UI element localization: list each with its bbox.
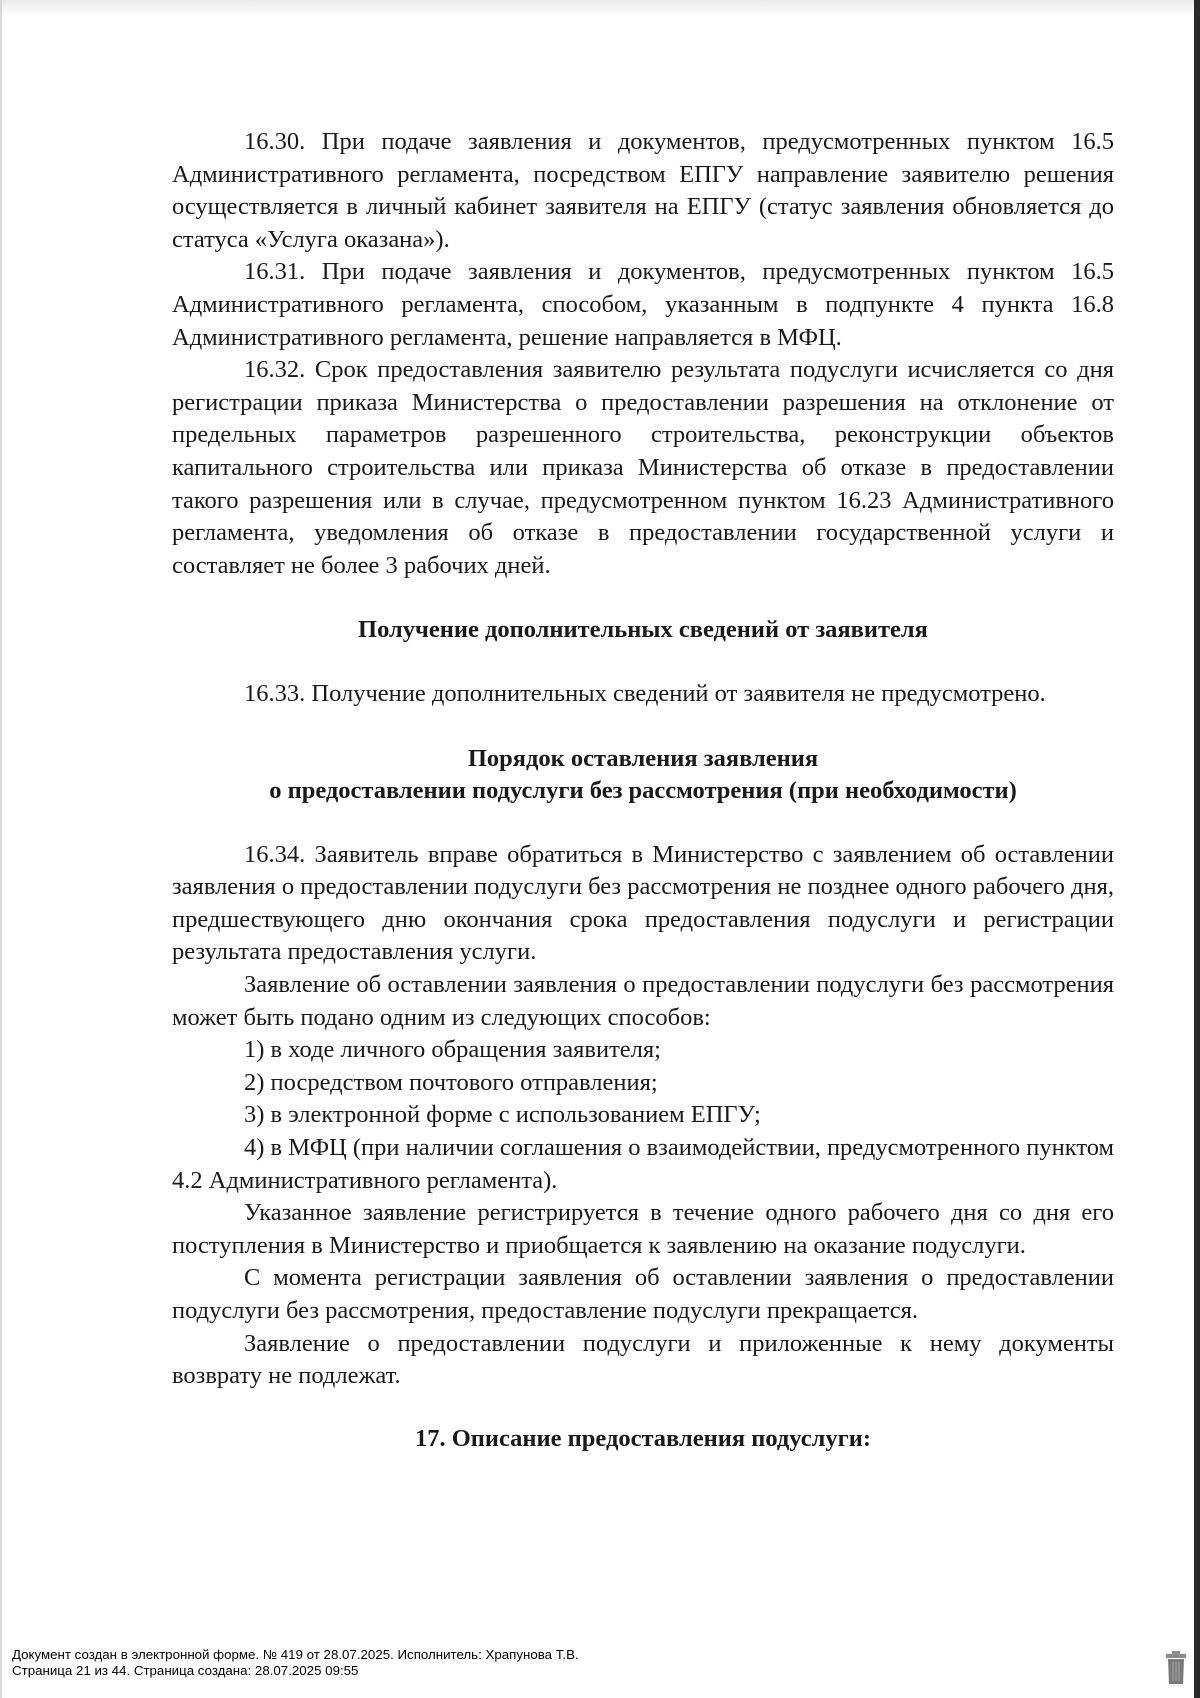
paragraph-16-31: 16.31. При подаче заявления и документов, предусмотренных пунктом 16.5 Административного регламента, способом, указанным в подпункте 4 пункта 16.8 Административного регламента, решение направляется в МФЦ. [172,258,1114,351]
paragraph-termination: С момента регистрации заявления об оставлении заявления о предоставлении подуслуги без рассмотрения, предоставление подуслуги прекращается. [172,1264,1114,1324]
document-footer [12,1647,579,1679]
paragraph-16-34: 16.34. Заявитель вправе обратиться в Министерство с заявлением об оставлении заявления о предоставлении подуслуги без рассмотрения не позднее одного рабочего дня, предшествующего дню окончания срока предоставления подуслуги и регистрации результата предоставления услуги. [172,840,1114,966]
footer-line-1: Документ создан в электронной форме. № 419 от 28.07.2025. Исполнитель: Храпунова Т.В. [12,1647,579,1662]
list-item-4: 4) в МФЦ (при наличии соглашения о взаимодействии, предусмотренного пунктом 4.2 Административного регламента). [172,1134,1115,1194]
scan-edge-right [1194,0,1200,1698]
heading-additional-info: Получение дополнительных сведений от заявителя [358,616,928,644]
list-item-3: 3) в электронной форме с использованием ЕПГУ; [244,1101,761,1129]
paragraph-no-return: Заявление о предоставлении подуслуги и приложенные к нему документы возврату не подлежат. [172,1329,1114,1390]
paragraph-16-32: 16.32. Срок предоставления заявителю результата подуслуги исчисляется со дня регистрации приказа Министерства о предоставлении разрешения на отклонение от предельных параметров разрешенного строительства, реконструкции объектов капитального строительства или приказа Министерства об отказе в предоставлении такого разрешения или в случае, предусмотренном пунктом 16.23 Административного регламента, уведомления об отказе в предоставлении государственной услуги и составляет не более 3 рабочих дней. [172,356,1114,579]
paragraph-registration: Указанное заявление регистрируется в течение одного рабочего дня со дня его поступления в Министерство и приобщается к заявлению на оказание подуслуги. [172,1199,1114,1259]
scan-edge-left [0,0,2,1698]
heading-withdrawal-line-2: о предоставлении подуслуги без рассмотрения (при необходимости) [269,777,1017,805]
heading-withdrawal-line-1: Порядок оставления заявления [467,744,819,772]
paragraph-16-33: 16.33. Получение дополнительных сведений от заявителя не предусмотрено. [244,679,1046,707]
document-page [172,126,1114,1455]
heading-withdrawal-order [172,743,1114,808]
paragraph-16-30: 16.30. При подаче заявления и документов, предусмотренных пунктом 16.5 Административного регламента, посредством ЕПГУ направление заявителю решения осуществляется в личный кабинет заявителя на ЕПГУ (статус заявления обновляется до статуса «Услуга оказана»). [172,128,1114,253]
heading-section-17: 17. Описание предоставления подуслуги: [414,1424,872,1452]
trash-bin-icon [1165,1651,1187,1685]
list-item-1: 1) в ходе личного обращения заявителя; [244,1036,661,1064]
scan-edge-top [0,0,1200,16]
footer-line-2: Страница 21 из 44. Страница создана: 28.07.2025 09:55 [12,1663,359,1678]
list-item-2: 2) посредством почтового отправления; [244,1068,658,1096]
paragraph-submission-methods: Заявление об оставлении заявления о предоставлении подуслуги без рассмотрения может быть подано одним из следующих способов: [172,971,1114,1031]
